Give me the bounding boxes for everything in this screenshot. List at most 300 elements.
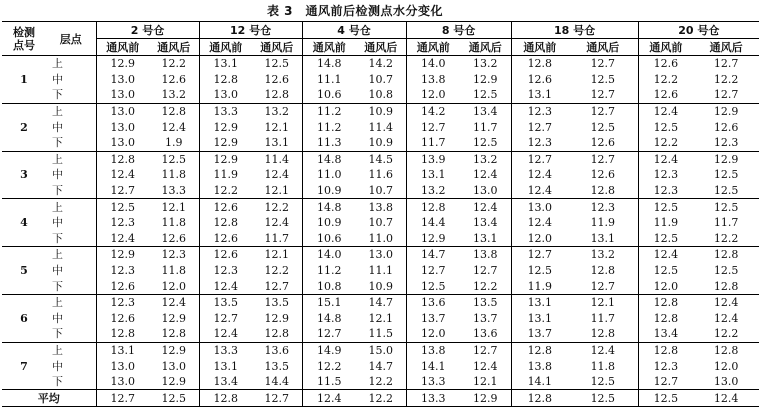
table-cell: 12.8 bbox=[590, 327, 616, 341]
header-warehouse: 12 号仓 bbox=[199, 22, 302, 39]
table-row bbox=[2, 294, 759, 310]
average-label: 平均 bbox=[2, 390, 96, 407]
table-cell: 11.5 bbox=[302, 374, 356, 390]
table-cell: 12.8 bbox=[638, 342, 693, 358]
table-cell: 12.9 bbox=[161, 311, 186, 325]
table-cell: 12.5 bbox=[511, 263, 568, 279]
layer-label: 上 bbox=[46, 342, 96, 358]
table-cell: 13.1 bbox=[473, 231, 498, 245]
layer-label: 上 bbox=[46, 247, 96, 263]
table-cell: 12.1 bbox=[264, 120, 290, 134]
table-cell: 12.2 bbox=[638, 72, 693, 88]
table-cell: 12.7 bbox=[460, 342, 511, 358]
table-cell: 12.7 bbox=[568, 151, 638, 167]
point-number: 1 bbox=[2, 56, 46, 104]
header-warehouse: 18 号仓 bbox=[511, 22, 638, 39]
average-cell: 12.4 bbox=[693, 390, 759, 407]
header-after: 通风后 bbox=[468, 41, 502, 54]
layer-label: 上 bbox=[46, 199, 96, 215]
table-cell: 10.9 bbox=[302, 215, 356, 231]
layer-label: 上 bbox=[46, 294, 96, 310]
table-cell: 12.5 bbox=[473, 88, 498, 102]
header-warehouse: 20 号仓 bbox=[638, 22, 759, 39]
table-cell: 12.9 bbox=[693, 103, 759, 119]
table-cell: 12.1 bbox=[568, 294, 638, 310]
table-cell: 12.6 bbox=[638, 87, 693, 103]
table-cell: 12.8 bbox=[713, 279, 739, 293]
point-number: 5 bbox=[2, 247, 46, 295]
table-cell: 12.8 bbox=[638, 294, 693, 310]
table-cell: 12.0 bbox=[161, 279, 186, 293]
table-cell: 12.9 bbox=[199, 135, 252, 151]
table-row bbox=[2, 263, 759, 279]
table-cell: 11.1 bbox=[302, 72, 356, 88]
table-cell: 12.5 bbox=[638, 119, 693, 135]
table-cell: 13.1 bbox=[590, 231, 616, 245]
header-before: 通风前 bbox=[511, 39, 568, 56]
table-cell: 11.0 bbox=[368, 231, 394, 245]
table-cell: 11.2 bbox=[302, 103, 356, 119]
table-cell: 13.5 bbox=[460, 294, 511, 310]
table-cell: 12.3 bbox=[511, 135, 568, 151]
table-cell: 12.8 bbox=[149, 103, 199, 119]
table-cell: 12.8 bbox=[96, 326, 149, 342]
table-cell: 12.3 bbox=[149, 247, 199, 263]
table-cell: 12.4 bbox=[264, 168, 290, 182]
table-cell: 11.9 bbox=[511, 278, 568, 294]
table-cell: 12.7 bbox=[511, 151, 568, 167]
table-cell: 12.7 bbox=[264, 279, 290, 293]
table-row bbox=[2, 326, 759, 342]
table-cell: 14.7 bbox=[368, 359, 394, 373]
table-cell: 13.0 bbox=[511, 199, 568, 215]
table-cell: 12.1 bbox=[368, 311, 394, 325]
table-cell: 12.5 bbox=[638, 263, 693, 279]
table-cell: 14.9 bbox=[302, 342, 356, 358]
layer-label: 中 bbox=[52, 216, 63, 230]
table-cell: 13.0 bbox=[199, 87, 252, 103]
table-cell: 12.4 bbox=[713, 311, 739, 325]
table-cell: 12.9 bbox=[199, 119, 252, 135]
average-cell: 12.8 bbox=[511, 390, 568, 407]
table-cell: 12.4 bbox=[638, 151, 693, 167]
table-cell: 12.8 bbox=[693, 342, 759, 358]
table-cell: 12.0 bbox=[511, 231, 568, 247]
table-cell: 12.7 bbox=[590, 88, 616, 102]
table-cell: 14.2 bbox=[356, 56, 406, 72]
table-cell: 12.7 bbox=[406, 263, 460, 279]
table-cell: 11.5 bbox=[368, 327, 394, 341]
header-before: 通风前 bbox=[302, 39, 356, 56]
table-cell: 12.8 bbox=[693, 247, 759, 263]
table-cell: 12.2 bbox=[368, 375, 394, 389]
table-cell: 13.2 bbox=[460, 151, 511, 167]
table-cell: 11.7 bbox=[590, 311, 616, 325]
table-cell: 12.9 bbox=[199, 151, 252, 167]
table-cell: 13.8 bbox=[511, 358, 568, 374]
average-cell: 12.4 bbox=[302, 390, 356, 407]
layer-label: 下 bbox=[52, 88, 63, 102]
table-cell: 12.5 bbox=[713, 264, 739, 278]
table-cell: 12.7 bbox=[511, 247, 568, 263]
table-cell: 12.5 bbox=[406, 278, 460, 294]
layer-label: 上 bbox=[46, 151, 96, 167]
table-cell: 12.1 bbox=[149, 199, 199, 215]
table-cell: 12.6 bbox=[161, 231, 186, 245]
table-cell: 13.3 bbox=[406, 374, 460, 390]
table-cell: 15.1 bbox=[302, 294, 356, 310]
table-cell: 13.0 bbox=[96, 119, 149, 135]
table-row bbox=[2, 167, 759, 183]
table-cell: 13.8 bbox=[406, 72, 460, 88]
table-cell: 12.4 bbox=[460, 199, 511, 215]
table-cell: 12.3 bbox=[96, 215, 149, 231]
table-row bbox=[2, 311, 759, 327]
table-cell: 13.8 bbox=[460, 247, 511, 263]
header-before: 通风前 bbox=[406, 39, 460, 56]
table-cell: 12.7 bbox=[713, 88, 739, 102]
table-cell: 12.6 bbox=[161, 72, 186, 86]
table-cell: 13.5 bbox=[264, 359, 290, 373]
table-cell: 12.5 bbox=[590, 375, 616, 389]
table-cell: 12.5 bbox=[252, 56, 302, 72]
table-cell: 12.4 bbox=[568, 342, 638, 358]
table-cell: 12.0 bbox=[638, 278, 693, 294]
average-row bbox=[2, 390, 759, 407]
table-cell: 14.7 bbox=[356, 294, 406, 310]
table-cell: 12.7 bbox=[199, 311, 252, 327]
table-cell: 12.7 bbox=[302, 326, 356, 342]
table-cell: 11.0 bbox=[302, 167, 356, 183]
table-cell: 13.4 bbox=[638, 326, 693, 342]
table-cell: 12.7 bbox=[406, 119, 460, 135]
table-cell: 13.7 bbox=[406, 311, 460, 327]
table-cell: 12.2 bbox=[264, 264, 290, 278]
table-cell: 11.9 bbox=[590, 216, 616, 230]
average-cell: 12.5 bbox=[149, 390, 199, 407]
table-cell: 12.1 bbox=[252, 247, 302, 263]
table-cell: 12.8 bbox=[590, 184, 616, 198]
table-cell: 14.2 bbox=[406, 103, 460, 119]
table-cell: 12.6 bbox=[264, 72, 290, 86]
table-row bbox=[2, 215, 759, 231]
point-number: 6 bbox=[2, 294, 46, 342]
table-cell: 12.3 bbox=[96, 263, 149, 279]
table-cell: 12.8 bbox=[199, 72, 252, 88]
layer-label: 下 bbox=[52, 184, 63, 198]
layer-label: 中 bbox=[52, 120, 63, 134]
layer-label: 上 bbox=[46, 103, 96, 119]
header-warehouse: 4 号仓 bbox=[302, 22, 406, 39]
table-row bbox=[2, 183, 759, 199]
table-cell: 12.6 bbox=[96, 278, 149, 294]
layer-label: 上 bbox=[46, 56, 96, 72]
table-cell: 12.3 bbox=[638, 183, 693, 199]
table-cell: 12.6 bbox=[199, 231, 252, 247]
table-cell: 11.8 bbox=[161, 168, 186, 182]
table-cell: 12.5 bbox=[713, 184, 739, 198]
table-cell: 12.1 bbox=[473, 375, 498, 389]
table-cell: 10.6 bbox=[302, 87, 356, 103]
layer-label: 中 bbox=[52, 359, 63, 373]
table-cell: 12.6 bbox=[511, 72, 568, 88]
table-cell: 12.6 bbox=[199, 199, 252, 215]
layer-label: 下 bbox=[52, 327, 63, 341]
table-row bbox=[2, 199, 759, 215]
table-cell: 13.1 bbox=[511, 311, 568, 327]
table-cell: 11.6 bbox=[368, 168, 394, 182]
layer-label: 下 bbox=[52, 279, 63, 293]
table-cell: 12.2 bbox=[713, 327, 739, 341]
table-cell: 12.8 bbox=[264, 327, 290, 341]
table-cell: 12.5 bbox=[638, 199, 693, 215]
table-cell: 11.7 bbox=[406, 135, 460, 151]
header-before: 通风前 bbox=[638, 39, 693, 56]
table-row bbox=[2, 247, 759, 263]
table-cell: 12.7 bbox=[96, 183, 149, 199]
table-cell: 12.3 bbox=[638, 167, 693, 183]
table-cell: 12.5 bbox=[96, 199, 149, 215]
table-cell: 12.9 bbox=[96, 247, 149, 263]
table-row bbox=[2, 374, 759, 390]
table-cell: 13.1 bbox=[199, 358, 252, 374]
header-layer: 层点 bbox=[46, 22, 96, 56]
header-after: 通风后 bbox=[364, 41, 398, 54]
table-cell: 13.2 bbox=[161, 88, 186, 102]
table-cell: 13.8 bbox=[356, 199, 406, 215]
table-cell: 12.5 bbox=[713, 168, 739, 182]
table-cell: 14.7 bbox=[406, 247, 460, 263]
header-warehouse: 2 号仓 bbox=[96, 22, 199, 39]
table-cell: 10.7 bbox=[368, 216, 394, 230]
table-cell: 13.6 bbox=[252, 342, 302, 358]
table-cell: 12.4 bbox=[473, 359, 498, 373]
table-cell: 12.8 bbox=[511, 342, 568, 358]
header-point bbox=[2, 22, 46, 56]
table-cell: 12.7 bbox=[511, 119, 568, 135]
table-cell: 12.3 bbox=[511, 103, 568, 119]
table-row bbox=[2, 103, 759, 119]
table-cell: 11.7 bbox=[473, 120, 498, 134]
table-cell: 14.5 bbox=[356, 151, 406, 167]
table-cell: 12.9 bbox=[693, 151, 759, 167]
table-cell: 11.2 bbox=[302, 119, 356, 135]
table-cell: 11.8 bbox=[161, 264, 186, 278]
table-cell: 12.4 bbox=[199, 278, 252, 294]
header-after: 通风后 bbox=[157, 41, 191, 54]
table-cell: 13.7 bbox=[511, 326, 568, 342]
table-cell: 10.9 bbox=[302, 183, 356, 199]
table-cell: 13.2 bbox=[568, 247, 638, 263]
table-cell: 12.4 bbox=[638, 103, 693, 119]
table-cell: 12.8 bbox=[511, 56, 568, 72]
table-cell: 12.6 bbox=[199, 247, 252, 263]
table-cell: 10.6 bbox=[302, 231, 356, 247]
table-cell: 11.7 bbox=[264, 231, 290, 245]
table-cell: 12.5 bbox=[149, 151, 199, 167]
table-cell: 12.4 bbox=[264, 216, 290, 230]
table-cell: 11.4 bbox=[368, 120, 394, 134]
table-row bbox=[2, 231, 759, 247]
table-cell: 13.0 bbox=[96, 72, 149, 88]
table-cell: 13.4 bbox=[460, 103, 511, 119]
table-cell: 11.9 bbox=[199, 167, 252, 183]
header-point-line: 检测 bbox=[13, 25, 35, 39]
table-cell: 14.1 bbox=[406, 358, 460, 374]
table-cell: 14.4 bbox=[406, 215, 460, 231]
table-cell: 12.7 bbox=[568, 103, 638, 119]
table-cell: 12.6 bbox=[96, 311, 149, 327]
table-cell: 10.8 bbox=[368, 88, 394, 102]
table-cell: 12.4 bbox=[693, 294, 759, 310]
header-after: 通风后 bbox=[586, 41, 620, 54]
table-cell: 11.8 bbox=[161, 216, 186, 230]
table-cell: 13.0 bbox=[161, 359, 186, 373]
table-cell: 13.3 bbox=[199, 103, 252, 119]
point-number: 7 bbox=[2, 342, 46, 390]
table-row bbox=[2, 342, 759, 358]
table-row bbox=[2, 56, 759, 72]
table-cell: 12.2 bbox=[638, 135, 693, 151]
table-row bbox=[2, 72, 759, 88]
table-cell: 12.4 bbox=[161, 120, 186, 134]
table-cell: 12.2 bbox=[473, 279, 498, 293]
table-cell: 14.8 bbox=[302, 56, 356, 72]
average-cell: 12.5 bbox=[568, 390, 638, 407]
point-number: 3 bbox=[2, 151, 46, 199]
table-cell: 10.9 bbox=[356, 103, 406, 119]
table-cell: 14.8 bbox=[302, 151, 356, 167]
table-cell: 12.5 bbox=[693, 199, 759, 215]
table-cell: 12.2 bbox=[713, 231, 739, 245]
table-cell: 12.4 bbox=[511, 215, 568, 231]
table-cell: 12.7 bbox=[638, 374, 693, 390]
table-cell: 12.2 bbox=[713, 72, 739, 86]
table-row bbox=[2, 151, 759, 167]
table-cell: 12.8 bbox=[199, 215, 252, 231]
table-cell: 12.1 bbox=[264, 184, 290, 198]
table-cell: 12.0 bbox=[406, 326, 460, 342]
table-cell: 13.1 bbox=[264, 136, 290, 150]
table-cell: 12.6 bbox=[713, 120, 739, 134]
header-point-line: 点号 bbox=[13, 38, 35, 52]
average-cell: 13.3 bbox=[406, 390, 460, 407]
table-cell: 12.6 bbox=[590, 136, 616, 150]
table-cell: 12.9 bbox=[473, 72, 498, 86]
table-cell: 10.9 bbox=[368, 279, 394, 293]
table-cell: 12.4 bbox=[511, 183, 568, 199]
table-cell: 12.9 bbox=[96, 56, 149, 72]
table-cell: 13.4 bbox=[199, 374, 252, 390]
table-cell: 12.4 bbox=[199, 326, 252, 342]
table-cell: 13.0 bbox=[96, 135, 149, 151]
table-cell: 12.3 bbox=[568, 199, 638, 215]
table-cell: 12.4 bbox=[96, 231, 149, 247]
table-cell: 13.0 bbox=[96, 358, 149, 374]
table-cell: 11.4 bbox=[252, 151, 302, 167]
header-after: 通风后 bbox=[260, 41, 294, 54]
table-cell: 13.9 bbox=[406, 151, 460, 167]
table-cell: 13.6 bbox=[473, 327, 498, 341]
average-cell: 12.9 bbox=[460, 390, 511, 407]
table-cell: 12.6 bbox=[590, 168, 616, 182]
header-warehouse: 8 号仓 bbox=[406, 22, 511, 39]
table-cell: 13.5 bbox=[252, 294, 302, 310]
table-row bbox=[2, 87, 759, 103]
table-cell: 12.2 bbox=[302, 358, 356, 374]
table-cell: 13.0 bbox=[713, 375, 739, 389]
table-cell: 12.8 bbox=[406, 199, 460, 215]
table-cell: 11.3 bbox=[302, 135, 356, 151]
table-cell: 13.0 bbox=[96, 374, 149, 390]
table-cell: 13.0 bbox=[356, 247, 406, 263]
table-cell: 14.0 bbox=[406, 56, 460, 72]
average-cell: 12.5 bbox=[638, 390, 693, 407]
table-cell: 12.2 bbox=[149, 56, 199, 72]
table-cell: 12.8 bbox=[96, 151, 149, 167]
table-cell: 15.0 bbox=[356, 342, 406, 358]
table-cell: 11.1 bbox=[368, 264, 394, 278]
layer-label: 中 bbox=[52, 168, 63, 182]
table-cell: 13.3 bbox=[161, 184, 186, 198]
table-cell: 13.2 bbox=[406, 183, 460, 199]
table-cell: 12.9 bbox=[161, 375, 186, 389]
table-cell: 14.0 bbox=[302, 247, 356, 263]
table-cell: 12.2 bbox=[252, 199, 302, 215]
table-cell: 14.4 bbox=[264, 375, 290, 389]
layer-label: 中 bbox=[52, 264, 63, 278]
average-cell: 12.7 bbox=[252, 390, 302, 407]
header-before: 通风前 bbox=[96, 39, 149, 56]
table-cell: 12.0 bbox=[406, 87, 460, 103]
table-cell: 12.5 bbox=[473, 136, 498, 150]
table-cell: 12.3 bbox=[713, 136, 739, 150]
table-cell: 13.4 bbox=[473, 216, 498, 230]
table-cell: 12.7 bbox=[473, 264, 498, 278]
table-cell: 13.1 bbox=[406, 167, 460, 183]
table-cell: 12.5 bbox=[638, 231, 693, 247]
point-number: 4 bbox=[2, 199, 46, 247]
table-cell: 14.1 bbox=[511, 374, 568, 390]
table-row bbox=[2, 358, 759, 374]
table-cell: 10.8 bbox=[302, 278, 356, 294]
table-cell: 13.1 bbox=[511, 87, 568, 103]
table-cell: 12.5 bbox=[590, 120, 616, 134]
table-cell: 13.3 bbox=[199, 342, 252, 358]
table-cell: 13.0 bbox=[96, 103, 149, 119]
table-header bbox=[2, 22, 759, 56]
table-cell: 12.5 bbox=[590, 72, 616, 86]
table-cell: 12.4 bbox=[473, 168, 498, 182]
table-cell: 12.8 bbox=[590, 264, 616, 278]
table-row bbox=[2, 135, 759, 151]
table-cell: 12.6 bbox=[638, 56, 693, 72]
layer-label: 下 bbox=[52, 231, 63, 245]
table-cell: 10.7 bbox=[368, 72, 394, 86]
table-cell: 12.8 bbox=[161, 327, 186, 341]
table-cell: 10.9 bbox=[368, 136, 394, 150]
table-cell: 13.1 bbox=[96, 342, 149, 358]
layer-label: 下 bbox=[52, 136, 63, 150]
layer-label: 下 bbox=[52, 375, 63, 389]
table-cell: 1.9 bbox=[165, 136, 183, 150]
table-cell: 12.9 bbox=[149, 342, 199, 358]
table-cell: 12.3 bbox=[199, 263, 252, 279]
table-cell: 12.8 bbox=[638, 311, 693, 327]
table-cell: 13.0 bbox=[473, 184, 498, 198]
table-cell: 13.6 bbox=[406, 294, 460, 310]
table-cell: 14.8 bbox=[302, 311, 356, 327]
